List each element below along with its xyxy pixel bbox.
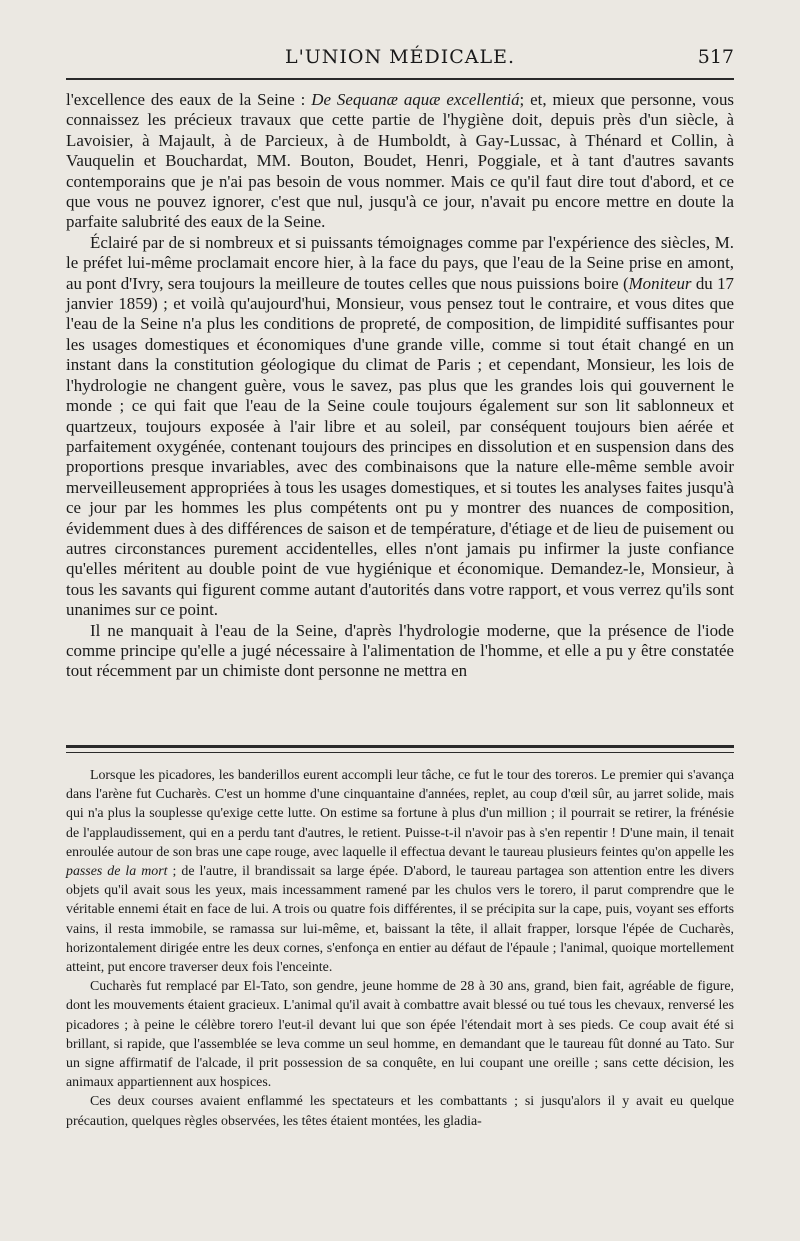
latin-quote: De Sequanæ aquæ excellentiá <box>311 90 520 109</box>
citation-moniteur: Moniteur <box>628 273 692 293</box>
article-paragraph: l'excellence des eaux de la Seine : De Sequanæ aquæ excellentiá; et, mieux que personne, vous connaissez les précieux travaux que cette partie de l'hygiène doit, depuis près d'un siècle, à Lavoisier, à Majault, à de Parcieux, à de Humboldt, à Gay-Lussac, à Thénard et Collin, à Vauquelin et Bouchardat, MM. Bouton, Boudet, Henri, Poggiale, et à tant d'autres savants contemporains que je n'ai pas besoin de vous nommer. Mais ce qu'il faut dire tout d'abord, et ce que vous ne pouvez ignorer, c'est que nul, jusqu'à ce jour, n'avait pu encore mettre en doute la parfaite salubrité des eaux de la Seine. <box>66 90 734 232</box>
header-rule <box>66 78 734 80</box>
feuilleton-separator-thick <box>66 745 734 748</box>
article-paragraph: Éclairé par de si nombreux et si puissants témoignages comme par l'expérience des siècles, M. le préfet lui-même proclamait encore hier, à la face du pays, que l'eau de la Seine prise en amont, au pont d'Ivry, sera toujours la meilleure de toutes celles que nous puissions boire (Moniteur du 17 janvier 1859) ; et voilà qu'aujourd'hui, Monsieur, vous pensez tout le contraire, et vous dites que l'eau de la Seine n'a plus les conditions de propreté, de composition, de limpidité suffisantes pour les usages domestiques et économiques d'une grande ville, comme si tout était changé en un instant dans la constitution géologique du climat de Paris ; et cependant, Monsieur, les lois de l'hydrologie ne changent guère, vous le savez, pas plus que les grandes lois qui gouvernent le monde ; ce qui fait que l'eau de la Seine coule toujours également sur son lit sablonneux et quartzeux, toujours exposée à l'air libre et au soleil, par conséquent toujours bien aérée et parfaitement oxygénée, contenant toujours des principes en dissolution et en suspension dans des proportions presque invariables, avec des combinaisons que la nature elle-même semble avoir merveilleusement appropriées à tous les usages domestiques, et si toutes les analyses faites jusqu'à ce jour par les hommes les plus compétents ont pu y montrer des nuances de composition, évidemment dues à des différences de saison et de température, d'étiage et de lieu de puisement ou autres circonstances purement accidentelles, elles n'ont jamais pu infirmer la juste confiance qu'elles méritent au double point de vue hygiénique et économique. Demandez-le, Monsieur, à tous les savants qui figurent comme autant d'autorités dans votre rapport, et vous verrez qu'ils sont unanimes sur ce point. <box>66 232 734 620</box>
page-header <box>66 36 734 76</box>
article-paragraph: Il ne manquait à l'eau de la Seine, d'après l'hydrologie moderne, que la présence de l'iode comme principe qu'elle a jugé nécessaire à l'alimentation de l'homme, et elle a pu y être constatée tout récemment par un chimiste dont personne ne mettra en <box>66 620 734 681</box>
feuilleton-separator-thin <box>66 752 734 753</box>
feuilleton-paragraph: Lorsque les picadores, les banderillos eurent accompli leur tâche, ce fut le tour des toreros. Le premier qui s'avança dans l'arène fut Cucharès. C'est un homme d'une cinquantaine d'années, replet, au coup d'œil sûr, au jarret solide, mais qui n'a plus la souplesse qu'exige cette lutte. On estime sa fortune à plus d'un million ; il pourrait se retirer, la frénésie de l'applaudissement, qui en a perdu tant d'autres, le retient. Puisse-t-il n'avoir pas à s'en repentir ! D'une main, il tenait enroulée autour de son bras une cape rouge, avec laquelle il effectua devant le taureau plusieurs feintes qu'on appelle les passes de la mort ; de l'autre, il brandissait sa large épée. D'abord, le taureau partagea son attention entre les divers objets qu'il avait sous les yeux, mais incessamment ramené par les chulos vers le torero, il parut comprendre que le véritable ennemi était en face de lui. A trois ou quatre fois différentes, il se précipita sur la cape, puis, voyant ses efforts vains, il resta immobile, se ramassa sur lui-même, et, baissant la tête, il allait frapper, lorsque l'épée de Cucharès, horizontalement dirigée entre les deux cornes, s'enfonça en entier au défaut de l'épaule ; l'animal, quoique mortellement atteint, put encore traverser deux fois l'enceinte. <box>66 768 734 976</box>
italic-phrase: passes de la mort <box>66 864 168 880</box>
page-number: 517 <box>697 46 734 68</box>
article-body <box>66 90 734 682</box>
feuilleton-body <box>66 766 734 1131</box>
feuilleton-paragraph: Cucharès fut remplacé par El-Tato, son gendre, jeune homme de 28 à 30 ans, grand, bien fait, agréable de figure, dont les mouvements étaient gracieux. L'animal qu'il avait à combattre avait blessé ou tué tous les chevaux, renversé les picadores ; à peine le célèbre torero l'eut-il devant lui que son épée l'étendait mort à ses pieds. Ce coup avait été si brillant, si rapide, que l'assemblée se leva comme un seul homme, en demandant que le taureau fût donné au Tato. Sur un signe affirmatif de l'alcade, il prit possession de sa conquête, en lui coupant une oreille ; sans cette décision, les animaux appartiennent aux hospices. <box>66 979 734 1091</box>
running-title: L'UNION MÉDICALE. <box>284 46 516 68</box>
feuilleton-paragraph: Ces deux courses avaient enflammé les spectateurs et les combattants ; si jusqu'alors il y avait eu quelque précaution, quelques règles observées, les têtes étaient montées, les gladia- <box>66 1094 734 1129</box>
